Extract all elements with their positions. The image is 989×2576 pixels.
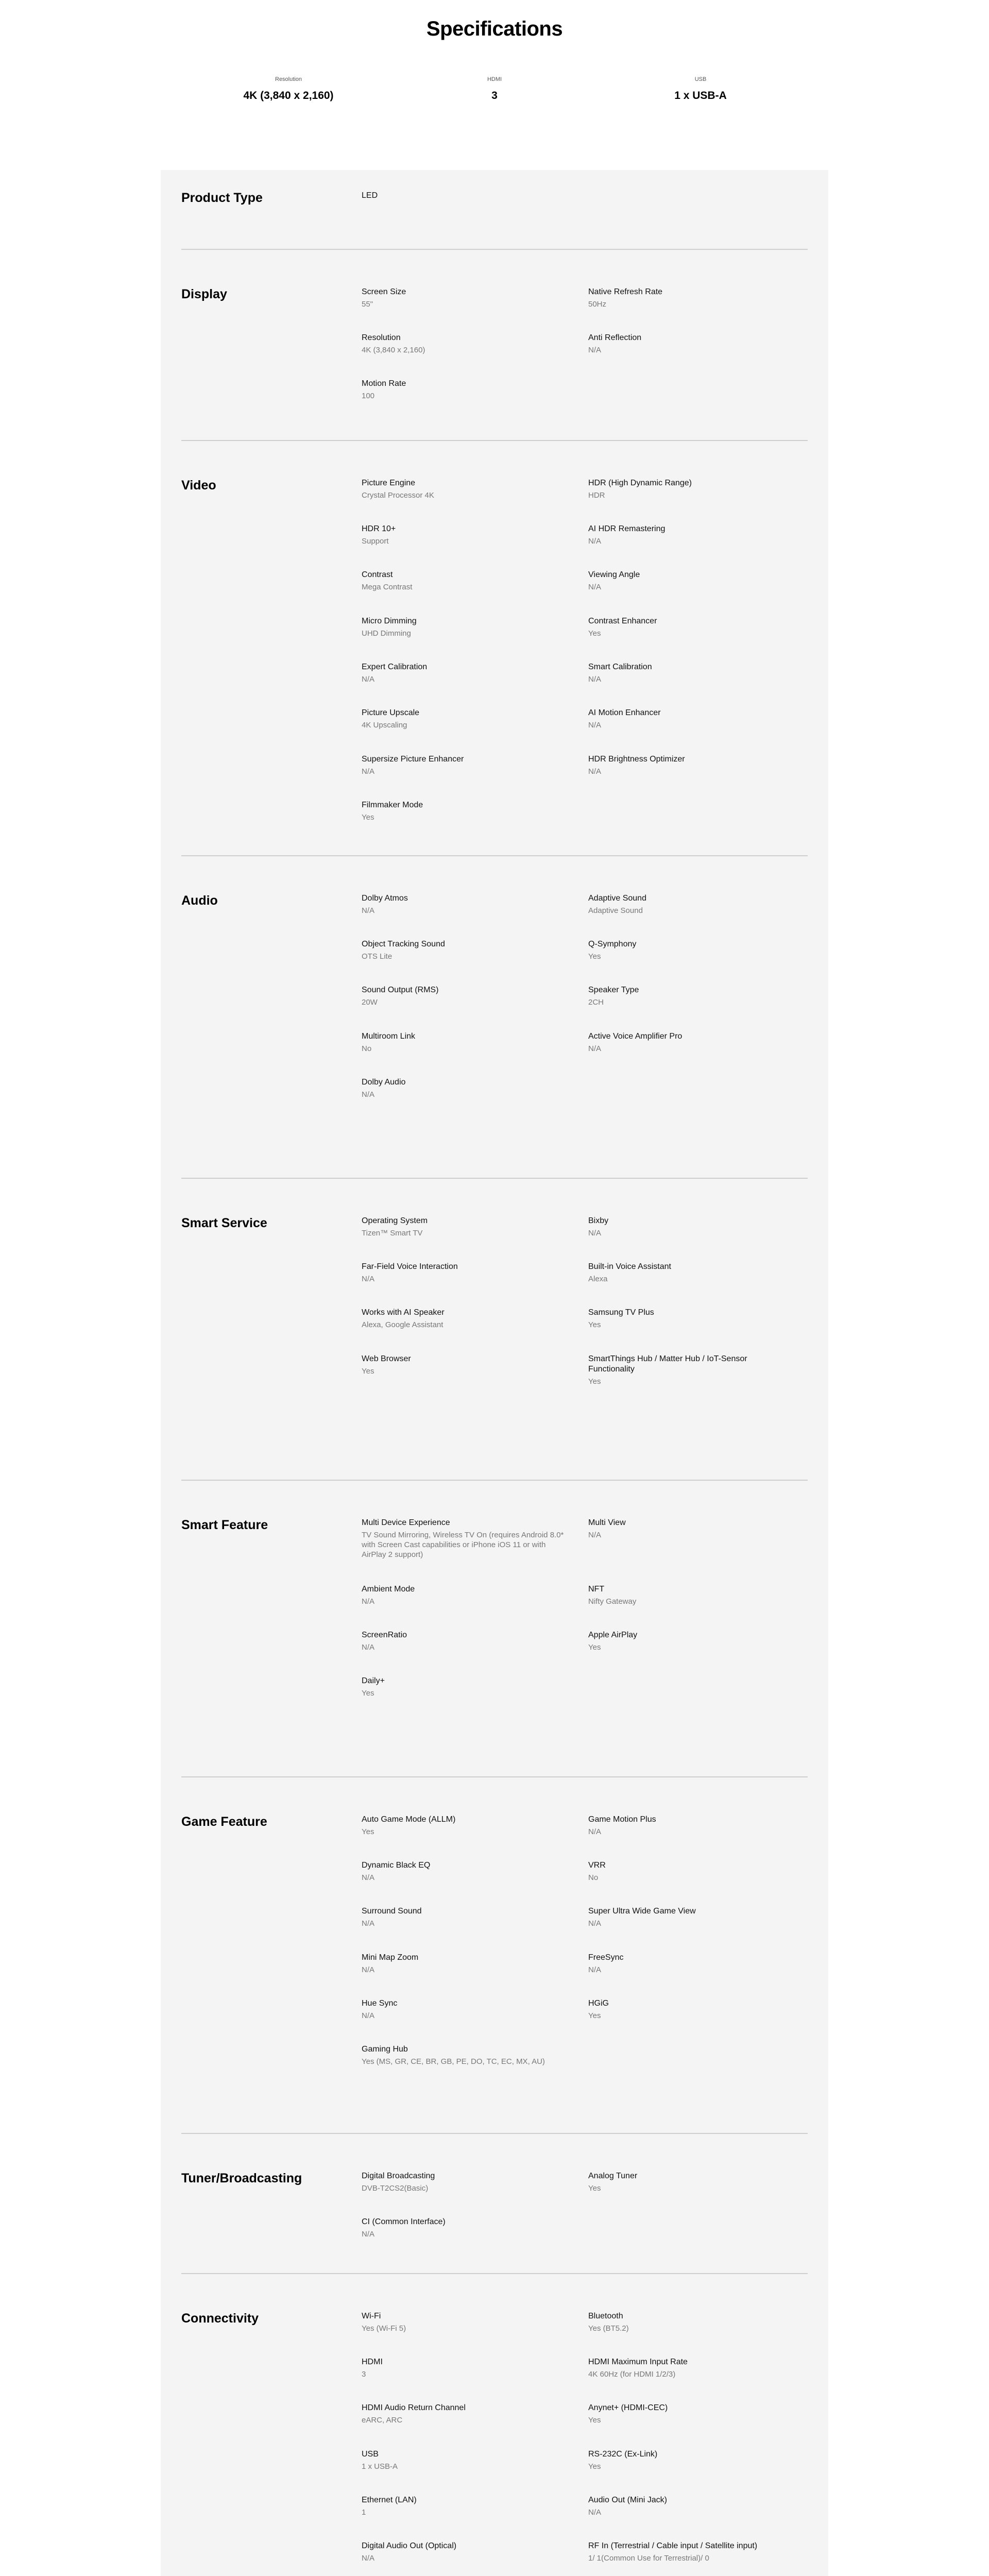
spec-name: AI Motion Enhancer (588, 708, 661, 717)
section-title: Connectivity (181, 2311, 259, 2326)
spec-value: No (588, 1873, 599, 1882)
spec-value: N/A (588, 721, 602, 730)
spec-name: Apple AirPlay (588, 1631, 638, 1639)
spec-name: Far-Field Voice Interaction (362, 1262, 458, 1271)
spec-item (588, 2495, 794, 2517)
spec-item (588, 2403, 794, 2425)
spec-name: Multi Device Experience (362, 1518, 450, 1527)
spec-name: ScreenRatio (362, 1631, 407, 1639)
spec-value: N/A (362, 2011, 375, 2020)
spec-item (588, 754, 794, 776)
spec-name: Dynamic Black EQ (362, 1861, 431, 1870)
spec-name: VRR (588, 1861, 606, 1870)
spec-value: No (362, 1044, 372, 1053)
spec-highlights (0, 76, 989, 112)
spec-name: HGiG (588, 1999, 609, 2008)
spec-item (362, 191, 568, 201)
spec-value: 4K 60Hz (for HDMI 1/2/3) (588, 2370, 676, 2379)
spec-value: OTS Lite (362, 952, 393, 961)
spec-item (362, 2311, 568, 2333)
spec-item (588, 1630, 794, 1652)
spec-item (588, 570, 794, 592)
spec-name: Auto Game Mode (ALLM) (362, 1815, 456, 1824)
spec-item (362, 2217, 568, 2239)
spec-value: Yes (588, 629, 601, 638)
spec-value: N/A (362, 1965, 375, 1974)
spec-value: Nifty Gateway (588, 1597, 637, 1606)
spec-value: Yes (588, 2462, 601, 2471)
spec-name: Adaptive Sound (588, 894, 646, 903)
spec-name: Digital Broadcasting (362, 2172, 435, 2180)
spec-item (362, 1860, 568, 1883)
spec-value: N/A (362, 675, 375, 684)
spec-item (362, 333, 568, 355)
spec-item (362, 754, 568, 776)
spec-value: 1 x USB-A (362, 2462, 398, 2471)
spec-value: eARC, ARC (362, 2416, 403, 2425)
spec-item (588, 616, 794, 638)
spec-item (588, 1953, 794, 1975)
spec-name: Q-Symphony (588, 940, 637, 948)
highlight-label: USB (694, 76, 707, 82)
spec-name: Speaker Type (588, 986, 639, 994)
spec-item (588, 1518, 794, 1540)
spec-value: Yes (362, 1689, 374, 1698)
spec-item (362, 570, 568, 592)
spec-item (362, 708, 568, 730)
spec-item (588, 1262, 794, 1284)
spec-name: Anti Reflection (588, 333, 642, 342)
spec-item (362, 1998, 568, 2021)
spec-item (362, 1354, 568, 1376)
spec-item (588, 1584, 794, 1606)
spec-value: N/A (588, 583, 602, 591)
spec-item (588, 2449, 794, 2471)
section-title: Product Type (181, 191, 263, 205)
section-title: Video (181, 478, 216, 493)
highlight-hdmi (402, 76, 587, 102)
spec-item (362, 939, 568, 961)
spec-name: Native Refresh Rate (588, 287, 663, 296)
spec-item (588, 1906, 794, 1928)
spec-name: Built-in Voice Assistant (588, 1262, 671, 1271)
spec-value: Yes (362, 1827, 374, 1836)
spec-item (362, 1031, 568, 1054)
spec-item (362, 1676, 568, 1698)
highlight-label: HDMI (487, 76, 502, 82)
spec-item (362, 2357, 568, 2379)
spec-value: N/A (362, 767, 375, 776)
page-title: Specifications (426, 18, 563, 40)
spec-item (588, 1998, 794, 2021)
spec-item (362, 1077, 568, 1099)
spec-value: Adaptive Sound (588, 906, 643, 915)
spec-value: 4K (3,840 x 2,160) (362, 346, 425, 354)
spec-value: Yes (Wi-Fi 5) (362, 2324, 406, 2333)
spec-value: N/A (362, 1090, 375, 1099)
spec-name: Super Ultra Wide Game View (588, 1907, 696, 1916)
spec-section-smart-feature (181, 1481, 808, 1777)
spec-value: Yes (MS, GR, CE, BR, GB, PE, DO, TC, EC, MX, AU) (362, 2057, 545, 2066)
spec-item (362, 2495, 568, 2517)
spec-item (362, 2403, 568, 2425)
spec-item (588, 1216, 794, 1238)
spec-name: Operating System (362, 1216, 428, 1225)
spec-item (362, 524, 568, 546)
spec-value: HDR (588, 491, 605, 500)
spec-item (588, 708, 794, 730)
spec-value: Crystal Processor 4K (362, 491, 434, 500)
section-title: Smart Service (181, 1216, 267, 1230)
spec-item (362, 2449, 568, 2471)
spec-value: UHD Dimming (362, 629, 411, 638)
spec-name: HDMI (362, 2358, 383, 2366)
spec-item (362, 985, 568, 1007)
spec-value: N/A (362, 2554, 375, 2563)
spec-value: N/A (588, 675, 602, 684)
spec-name: Contrast Enhancer (588, 617, 657, 625)
spec-item (362, 1216, 568, 1238)
spec-name: HDR 10+ (362, 524, 396, 533)
spec-name: Filmmaker Mode (362, 801, 423, 809)
spec-name: Picture Engine (362, 479, 416, 487)
spec-value: Alexa, Google Assistant (362, 1320, 444, 1329)
spec-section-display (181, 250, 808, 441)
spec-value: Yes (588, 1377, 601, 1386)
spec-value: Yes (588, 2011, 601, 2020)
spec-section-game-feature (181, 1777, 808, 2134)
spec-item (588, 1815, 794, 1837)
spec-name: Wi-Fi (362, 2312, 381, 2320)
spec-item (588, 1354, 794, 1386)
spec-name: Object Tracking Sound (362, 940, 445, 948)
spec-name: Game Motion Plus (588, 1815, 656, 1824)
spec-item (588, 1308, 794, 1330)
spec-value: 4K Upscaling (362, 721, 407, 730)
spec-value: N/A (588, 1965, 602, 1974)
spec-item (362, 800, 568, 822)
spec-value: N/A (588, 537, 602, 546)
spec-name: HDMI Audio Return Channel (362, 2403, 466, 2412)
spec-section-connectivity (181, 2274, 808, 2576)
spec-value: 1 (362, 2508, 366, 2517)
spec-item (588, 1860, 794, 1883)
spec-name: LED (362, 191, 378, 200)
spec-item (362, 478, 568, 500)
spec-item (362, 1262, 568, 1284)
spec-name: Gaming Hub (362, 2045, 408, 2054)
spec-name: Works with AI Speaker (362, 1308, 445, 1317)
spec-value: Yes (588, 2184, 601, 2193)
spec-value: 55" (362, 300, 373, 309)
spec-value: 3 (362, 2370, 366, 2379)
section-title: Tuner/Broadcasting (181, 2171, 302, 2185)
spec-name: Sound Output (RMS) (362, 986, 439, 994)
spec-value: Mega Contrast (362, 583, 413, 591)
spec-item (588, 2171, 794, 2193)
spec-value: N/A (588, 1919, 602, 1928)
spec-item (588, 939, 794, 961)
spec-value: 20W (362, 998, 378, 1007)
spec-value: N/A (362, 906, 375, 915)
spec-value: Tizen™ Smart TV (362, 1229, 423, 1238)
spec-name: Multi View (588, 1518, 626, 1527)
spec-value: Yes (588, 952, 601, 961)
highlight-label: Resolution (275, 76, 302, 82)
spec-value: N/A (362, 1597, 375, 1606)
spec-value: TV Sound Mirroring, Wireless TV On (requires Android 8.0* with Screen Cast capabilities or iPhone iOS 11 or with AirPlay 2 support) (362, 1531, 564, 1559)
spec-item (588, 478, 794, 500)
spec-value: Yes (BT5.2) (588, 2324, 629, 2333)
highlight-resolution (196, 76, 381, 102)
spec-item (362, 1630, 568, 1652)
section-title: Smart Feature (181, 1518, 268, 1532)
spec-value: Yes (588, 1320, 601, 1329)
spec-name: AI HDR Remastering (588, 524, 666, 533)
spec-item (588, 2311, 794, 2333)
spec-name: HDR (High Dynamic Range) (588, 479, 692, 487)
spec-value: N/A (588, 1531, 602, 1539)
section-title: Game Feature (181, 1815, 267, 1829)
spec-name: Dolby Atmos (362, 894, 408, 903)
spec-value: 1/ 1(Common Use for Terrestrial)/ 0 (588, 2554, 709, 2563)
spec-item (362, 287, 568, 309)
section-title: Display (181, 287, 227, 301)
spec-value: N/A (588, 2508, 602, 2517)
spec-value: N/A (588, 1827, 602, 1836)
spec-name: Bixby (588, 1216, 609, 1225)
spec-value: 100 (362, 392, 375, 400)
spec-value: N/A (588, 346, 602, 354)
spec-item (588, 662, 794, 684)
spec-name: USB (362, 2450, 379, 2459)
spec-name: Viewing Angle (588, 570, 640, 579)
spec-value: N/A (362, 1275, 375, 1283)
spec-name: Screen Size (362, 287, 406, 296)
spec-name: Expert Calibration (362, 663, 428, 671)
spec-item (588, 333, 794, 355)
spec-value: Yes (362, 813, 374, 822)
spec-item (588, 893, 794, 916)
specs-panel (161, 170, 828, 2576)
highlight-usb (608, 76, 793, 102)
spec-name: Anynet+ (HDMI-CEC) (588, 2403, 668, 2412)
spec-item (588, 2357, 794, 2379)
spec-name: Daily+ (362, 1676, 385, 1685)
spec-item (362, 2171, 568, 2193)
spec-name: Micro Dimming (362, 617, 417, 625)
spec-name: Smart Calibration (588, 663, 652, 671)
highlight-value: 3 (491, 90, 498, 101)
spec-section-tuner-broadcasting (181, 2134, 808, 2274)
spec-name: RS-232C (Ex-Link) (588, 2450, 658, 2459)
spec-name: Ethernet (LAN) (362, 2496, 417, 2504)
spec-name: Contrast (362, 570, 393, 579)
spec-name: Bluetooth (588, 2312, 623, 2320)
spec-item (588, 524, 794, 546)
spec-value: Yes (588, 2416, 601, 2425)
spec-section-audio (181, 856, 808, 1179)
spec-name: SmartThings Hub / Matter Hub / IoT-Sensor Functionality (588, 1354, 747, 1374)
spec-value: N/A (362, 1919, 375, 1928)
spec-item (362, 893, 568, 916)
spec-value: Yes (588, 1643, 601, 1652)
spec-value: Support (362, 537, 389, 546)
spec-item (362, 1584, 568, 1606)
highlight-value: 1 x USB-A (674, 90, 727, 101)
spec-item (362, 1906, 568, 1928)
spec-name: HDR Brightness Optimizer (588, 755, 685, 764)
spec-item (588, 2541, 794, 2563)
spec-section-smart-service (181, 1179, 808, 1481)
spec-name: Multiroom Link (362, 1032, 416, 1041)
spec-value: DVB-T2CS2(Basic) (362, 2184, 429, 2193)
spec-name: Audio Out (Mini Jack) (588, 2496, 667, 2504)
highlight-value: 4K (3,840 x 2,160) (243, 90, 334, 101)
spec-name: Supersize Picture Enhancer (362, 755, 464, 764)
spec-section-video (181, 441, 808, 856)
spec-item (362, 1953, 568, 1975)
spec-name: Web Browser (362, 1354, 411, 1363)
spec-item (362, 2044, 568, 2066)
spec-name: Samsung TV Plus (588, 1308, 654, 1317)
spec-section-product-type (181, 170, 808, 250)
spec-value: N/A (588, 1229, 602, 1238)
spec-value: Alexa (588, 1275, 608, 1283)
spec-name: Motion Rate (362, 379, 406, 388)
spec-value: N/A (588, 767, 602, 776)
spec-value: N/A (362, 1873, 375, 1882)
spec-name: Ambient Mode (362, 1585, 415, 1594)
spec-item (588, 287, 794, 309)
spec-item (362, 1518, 568, 1560)
spec-name: Mini Map Zoom (362, 1953, 419, 1962)
section-title: Audio (181, 893, 218, 908)
spec-name: Picture Upscale (362, 708, 420, 717)
spec-item (588, 1031, 794, 1054)
spec-item (362, 1815, 568, 1837)
spec-name: NFT (588, 1585, 605, 1594)
spec-item (362, 1308, 568, 1330)
spec-name: Hue Sync (362, 1999, 398, 2008)
spec-value: 50Hz (588, 300, 607, 309)
spec-name: Analog Tuner (588, 2172, 638, 2180)
spec-name: CI (Common Interface) (362, 2217, 446, 2226)
spec-name: Dolby Audio (362, 1078, 406, 1087)
spec-name: Surround Sound (362, 1907, 422, 1916)
spec-item (362, 662, 568, 684)
spec-value: N/A (362, 2230, 375, 2239)
spec-item (362, 616, 568, 638)
spec-item (362, 379, 568, 401)
spec-value: N/A (362, 1643, 375, 1652)
spec-name: FreeSync (588, 1953, 624, 1962)
spec-value: 2CH (588, 998, 604, 1007)
spec-name: Resolution (362, 333, 401, 342)
spec-name: HDMI Maximum Input Rate (588, 2358, 688, 2366)
spec-item (588, 985, 794, 1007)
spec-item (362, 2541, 568, 2563)
spec-name: Active Voice Amplifier Pro (588, 1032, 683, 1041)
spec-name: RF In (Terrestrial / Cable input / Satellite input) (588, 2541, 758, 2550)
spec-value: N/A (588, 1044, 602, 1053)
spec-value: Yes (362, 1367, 374, 1376)
spec-name: Digital Audio Out (Optical) (362, 2541, 457, 2550)
